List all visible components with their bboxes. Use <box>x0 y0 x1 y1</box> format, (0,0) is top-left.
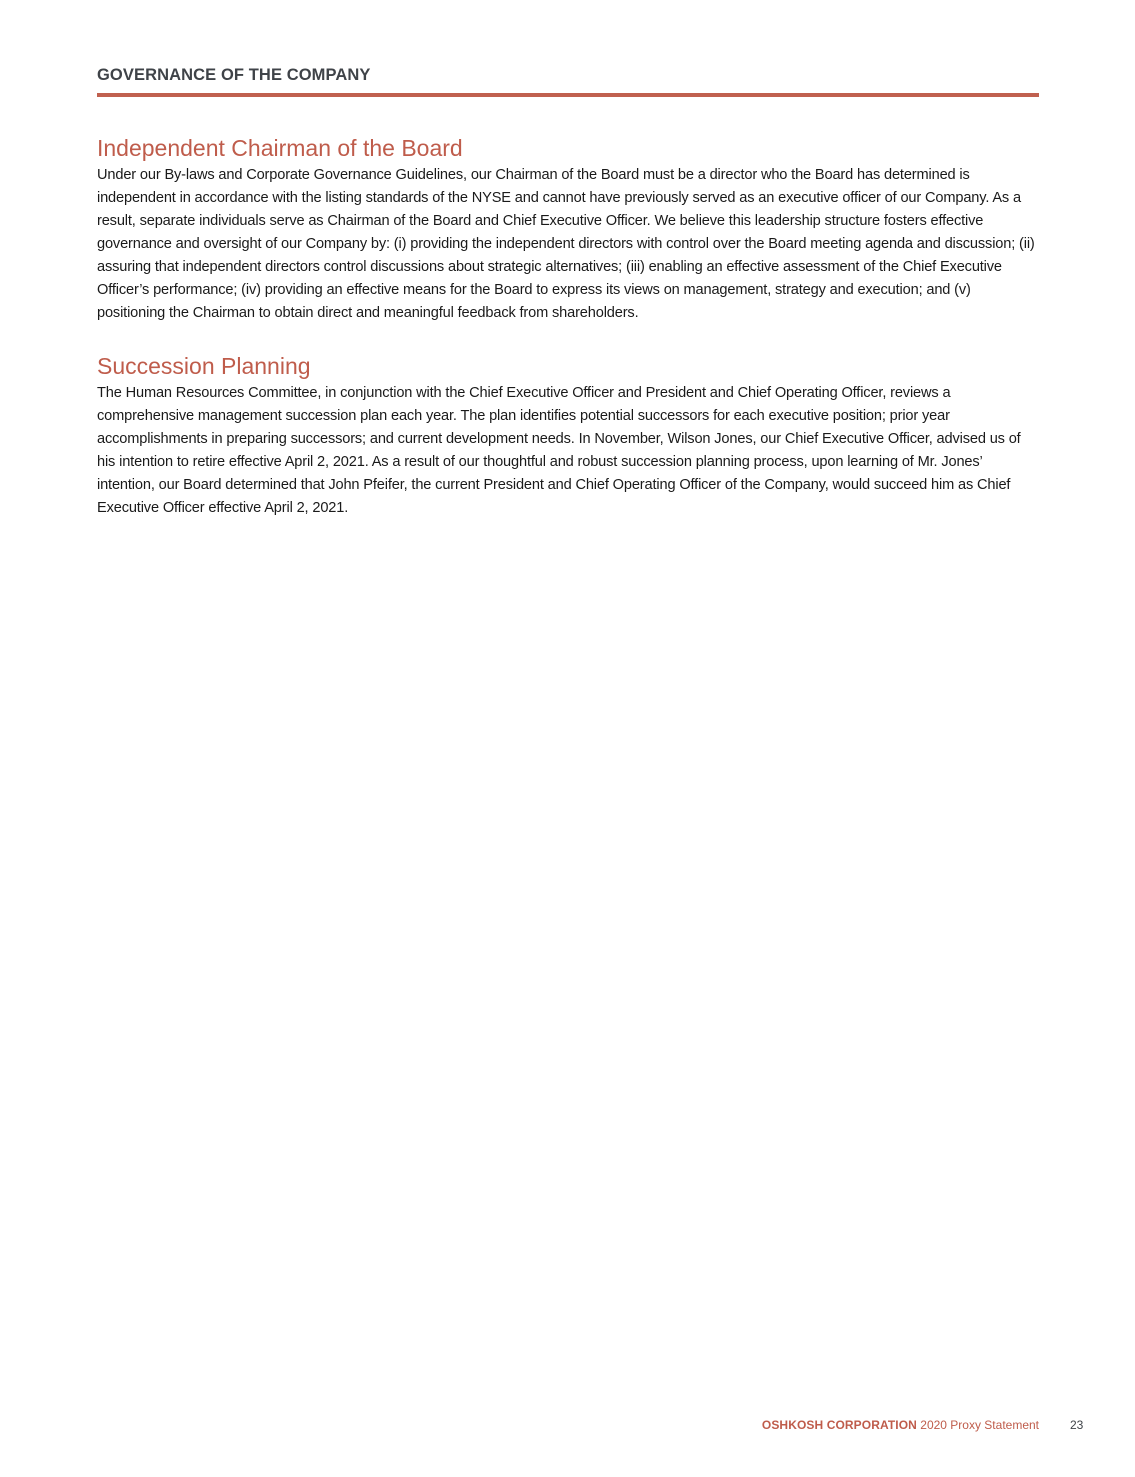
header-rule <box>97 93 1039 97</box>
main-content <box>97 132 1039 520</box>
footer-document-title: 2020 Proxy Statement <box>920 1418 1039 1432</box>
section-body-succession-planning: The Human Resources Committee, in conjunction with the Chief Executive Officer and President and Chief Operating Officer, reviews a comprehensive management succession plan each year. The plan identifies potential successors for each executive position; prior year accomplishments in preparing successors; and current development needs. In November, Wilson Jones, our Chief Executive Officer, advised us of his intention to retire effective April 2, 2021. As a result of our thoughtful and robust succession planning process, upon learning of Mr. Jones’ intention, our Board determined that John Pfeifer, the current President and Chief Operating Officer of the Company, would succeed him as Chief Executive Officer effective April 2, 2021. <box>97 385 1021 516</box>
section-header: GOVERNANCE OF THE COMPANY <box>97 66 371 84</box>
footer-brand: OSHKOSH CORPORATION <box>761 1418 917 1432</box>
section-heading-succession-planning: Succession Planning <box>97 353 311 379</box>
section-body-independent-chairman: Under our By-laws and Corporate Governance Guidelines, our Chairman of the Board must be a director who the Board has determined is independent in accordance with the listing standards of the NYSE and cannot have previously served as an executive officer of our Company. As a result, separate individuals serve as Chairman of the Board and Chief Executive Officer. We believe this leadership structure fosters effective governance and oversight of our Company by: (i) providing the independent directors with control over the Board meeting agenda and discussion; (ii) assuring that independent directors control discussions about strategic alternatives; (iii) enabling an effective assessment of the Chief Executive Officer’s performance; (iv) providing an effective means for the Board to express its views on management, strategy and execution; and (v) positioning the Chairman to obtain direct and meaningful feedback from shareholders. <box>97 167 1035 321</box>
footer <box>762 1418 1039 1432</box>
section-independent-chairman <box>97 132 1039 325</box>
section-heading-independent-chairman: Independent Chairman of the Board <box>97 135 463 161</box>
page-number: 23 <box>1070 1418 1084 1432</box>
section-succession-planning <box>97 350 1039 520</box>
